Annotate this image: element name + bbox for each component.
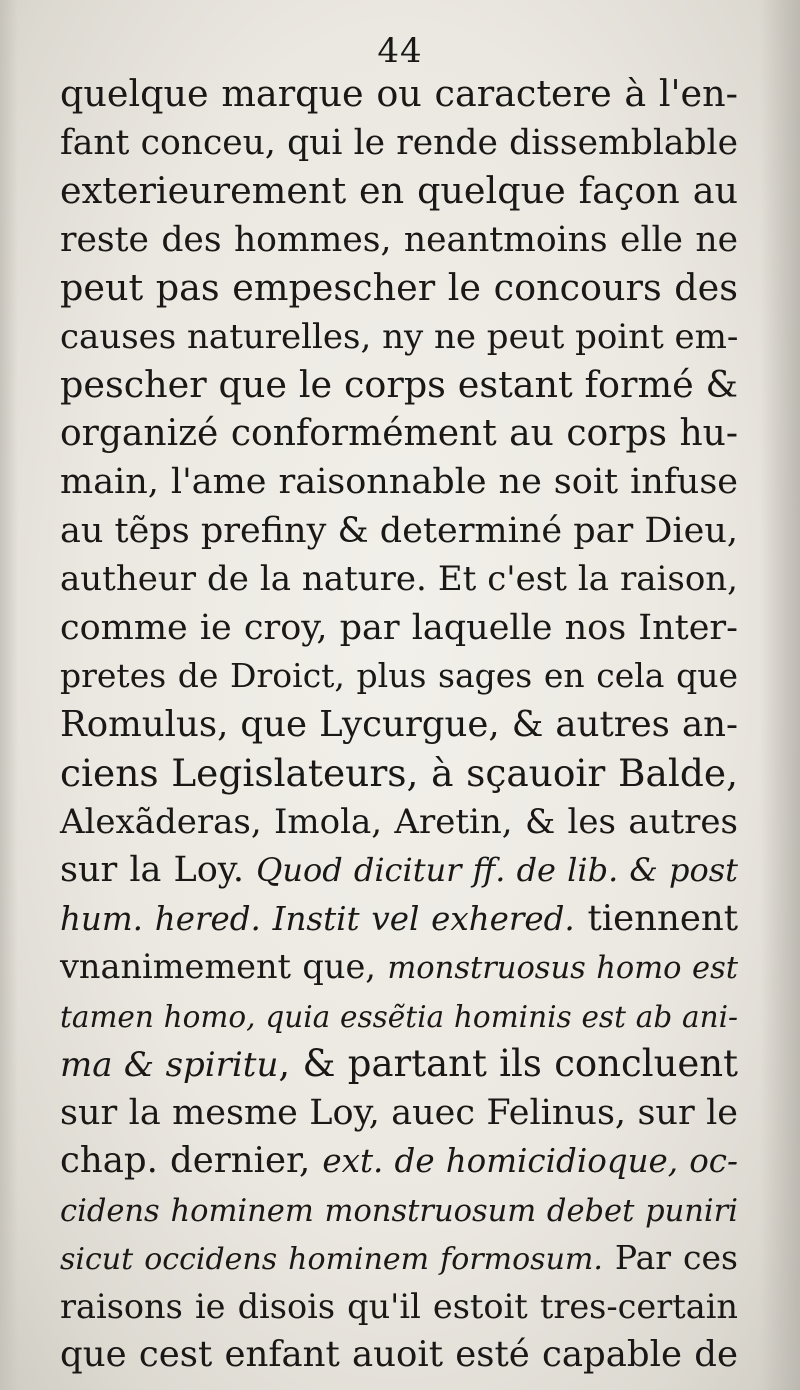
text-line — [60, 604, 738, 653]
text-line — [60, 555, 738, 604]
page-number: 44 — [377, 31, 423, 71]
text-line — [60, 943, 738, 992]
italic-text-segment: tamen homo, quia essẽtia hominis est ab ani- — [60, 999, 738, 1034]
text-segment: pretes de Droict, plus sages en cela que — [60, 656, 738, 695]
text-line — [60, 1137, 738, 1186]
text-line — [60, 119, 738, 168]
text-line — [60, 361, 738, 410]
text-segment: vnanimement que, — [60, 947, 388, 986]
italic-text-segment: sicut occidens hominem formosum. — [60, 1242, 603, 1277]
text-line — [60, 1234, 738, 1283]
text-segment: comme ie croy, par laquelle nos Inter- — [60, 607, 738, 648]
text-segment: Alexãderas, Imola, Aretin, & les autres — [60, 801, 738, 842]
text-segment: que cest enfant auoit esté capable de — [60, 1334, 738, 1375]
text-line — [60, 992, 738, 1041]
text-segment: reste des hommes, neantmoins elle ne — [60, 219, 738, 260]
text-segment: au tẽps prefiny & determiné par Dieu, — [60, 510, 738, 551]
text-segment: peut pas empescher le concours des — [60, 266, 738, 309]
page-edge-shadow-right — [760, 0, 800, 1390]
text-segment: causes naturelles, ny ne peut point em- — [60, 316, 739, 357]
text-line — [60, 798, 738, 847]
text-segment: Par ces — [602, 1238, 738, 1277]
text-line — [60, 70, 738, 119]
text-line — [60, 1186, 738, 1235]
text-segment: fant conceu, qui le rende dissemblable — [60, 122, 738, 163]
text-line — [60, 846, 738, 895]
text-segment: sur la mesme Loy, auec Felinus, sur le — [60, 1092, 738, 1133]
text-line — [60, 216, 738, 265]
text-line — [60, 167, 738, 216]
text-segment: raisons ie disois qu'il estoit tres-certain — [60, 1286, 738, 1326]
italic-text-segment: Quod dicitur ff. de lib. & post — [256, 851, 738, 889]
text-segment: tiennent — [574, 897, 738, 939]
text-segment: Romulus, que Lycurgue, & autres an- — [60, 703, 738, 745]
italic-text-segment: cidens hominem monstruosum debet puniri — [60, 1193, 738, 1229]
text-segment: , & partant ils concluent — [278, 1042, 738, 1085]
text-line — [60, 1089, 738, 1138]
text-line — [60, 1331, 738, 1380]
text-line — [60, 749, 738, 798]
text-segment: ciens Legislateurs, à sçauoir Balde, — [60, 751, 738, 795]
text-segment: autheur de la nature. Et c'est la raison, — [60, 559, 738, 599]
text-line — [60, 1040, 738, 1089]
text-segment: quelque marque ou caractere à l'en- — [60, 72, 738, 115]
text-segment: sur la Loy. — [60, 850, 257, 890]
text-segment: pescher que le corps estant formé & — [60, 363, 738, 406]
text-line — [60, 507, 738, 556]
text-line — [60, 410, 738, 459]
italic-text-segment: ext. de homicidioque, oc- — [322, 1142, 738, 1180]
italic-text-segment: hum. hered. Instit vel exhered. — [60, 899, 575, 938]
text-segment: main, l'ame raisonnable ne soit infuse — [60, 462, 738, 502]
text-segment: chap. dernier, — [60, 1140, 323, 1181]
text-segment: exterieurement en quelque façon au — [60, 169, 738, 212]
text-line — [60, 458, 738, 507]
text-line — [60, 264, 738, 313]
text-line — [60, 701, 738, 750]
body-text — [60, 70, 738, 1380]
text-segment: organizé conformément au corps hu- — [60, 412, 738, 454]
page-edge-shadow-left — [0, 0, 18, 1390]
italic-text-segment: monstruosus homo est — [387, 951, 738, 986]
text-line — [60, 652, 738, 701]
text-line — [60, 313, 738, 362]
text-line — [60, 895, 738, 944]
text-line — [60, 1283, 738, 1332]
italic-text-segment: ma & spiritu — [60, 1045, 279, 1085]
